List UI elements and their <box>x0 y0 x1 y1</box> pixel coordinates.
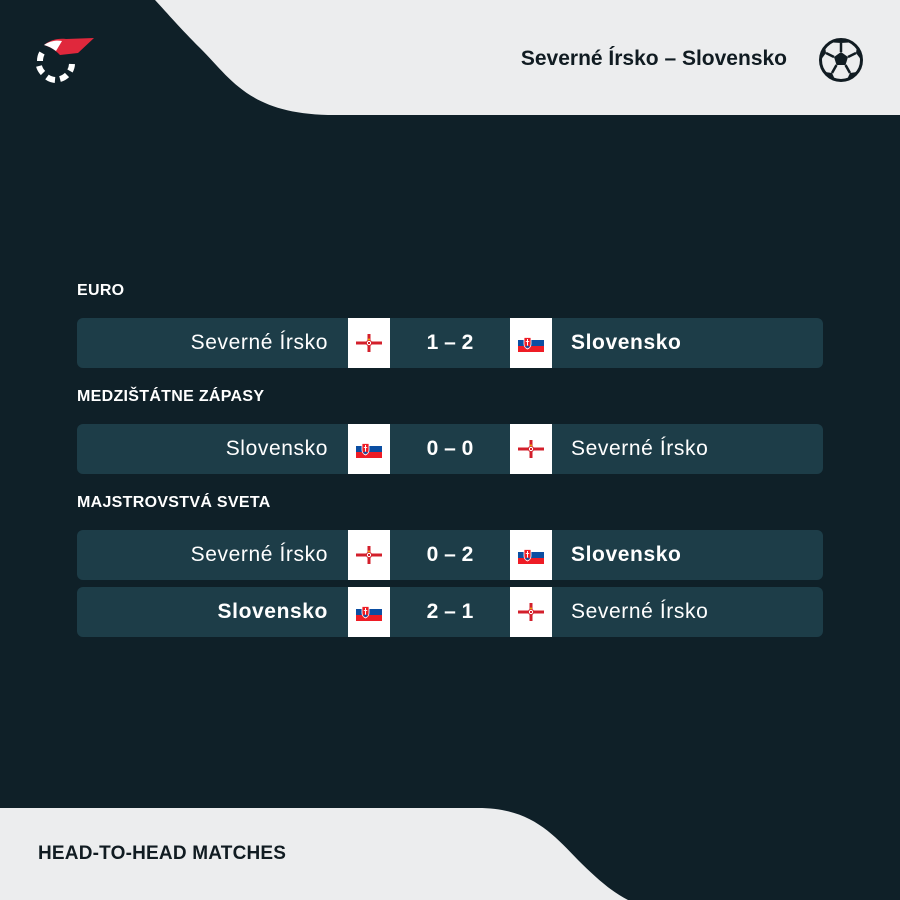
footer-label: HEAD-TO-HEAD MATCHES <box>38 843 287 864</box>
match-title: Severné Írsko – Slovensko <box>520 47 787 70</box>
match-row <box>77 318 823 368</box>
slovakia-flag-icon <box>510 530 552 580</box>
northern-ireland-flag-icon <box>510 587 552 637</box>
home-team: Severné Írsko <box>190 543 328 566</box>
away-team: Slovensko <box>571 543 682 566</box>
competition-label: EURO <box>77 282 125 299</box>
slovakia-flag-icon <box>510 318 552 368</box>
away-team: Slovensko <box>571 331 682 354</box>
match-row <box>77 530 823 580</box>
score: 0 – 2 <box>426 543 474 566</box>
northern-ireland-flag-icon <box>348 530 390 580</box>
northern-ireland-flag-icon <box>348 318 390 368</box>
northern-ireland-flag-icon <box>510 424 552 474</box>
score: 2 – 1 <box>426 600 474 623</box>
match-row <box>77 424 823 474</box>
flashscore-logo <box>34 35 96 83</box>
match-row <box>77 587 823 637</box>
soccer-ball-icon <box>818 37 864 83</box>
home-team: Slovensko <box>217 600 328 623</box>
competition-label: MAJSTROVSTVÁ SVETA <box>77 494 271 511</box>
away-team: Severné Írsko <box>571 600 709 623</box>
slovakia-flag-icon <box>348 587 390 637</box>
away-team: Severné Írsko <box>571 437 709 460</box>
slovakia-flag-icon <box>348 424 390 474</box>
home-team: Slovensko <box>225 437 328 460</box>
score: 1 – 2 <box>426 331 474 354</box>
home-team: Severné Írsko <box>190 331 328 354</box>
competition-label: MEDZIŠTÁTNE ZÁPASY <box>77 388 265 405</box>
score: 0 – 0 <box>426 437 474 460</box>
